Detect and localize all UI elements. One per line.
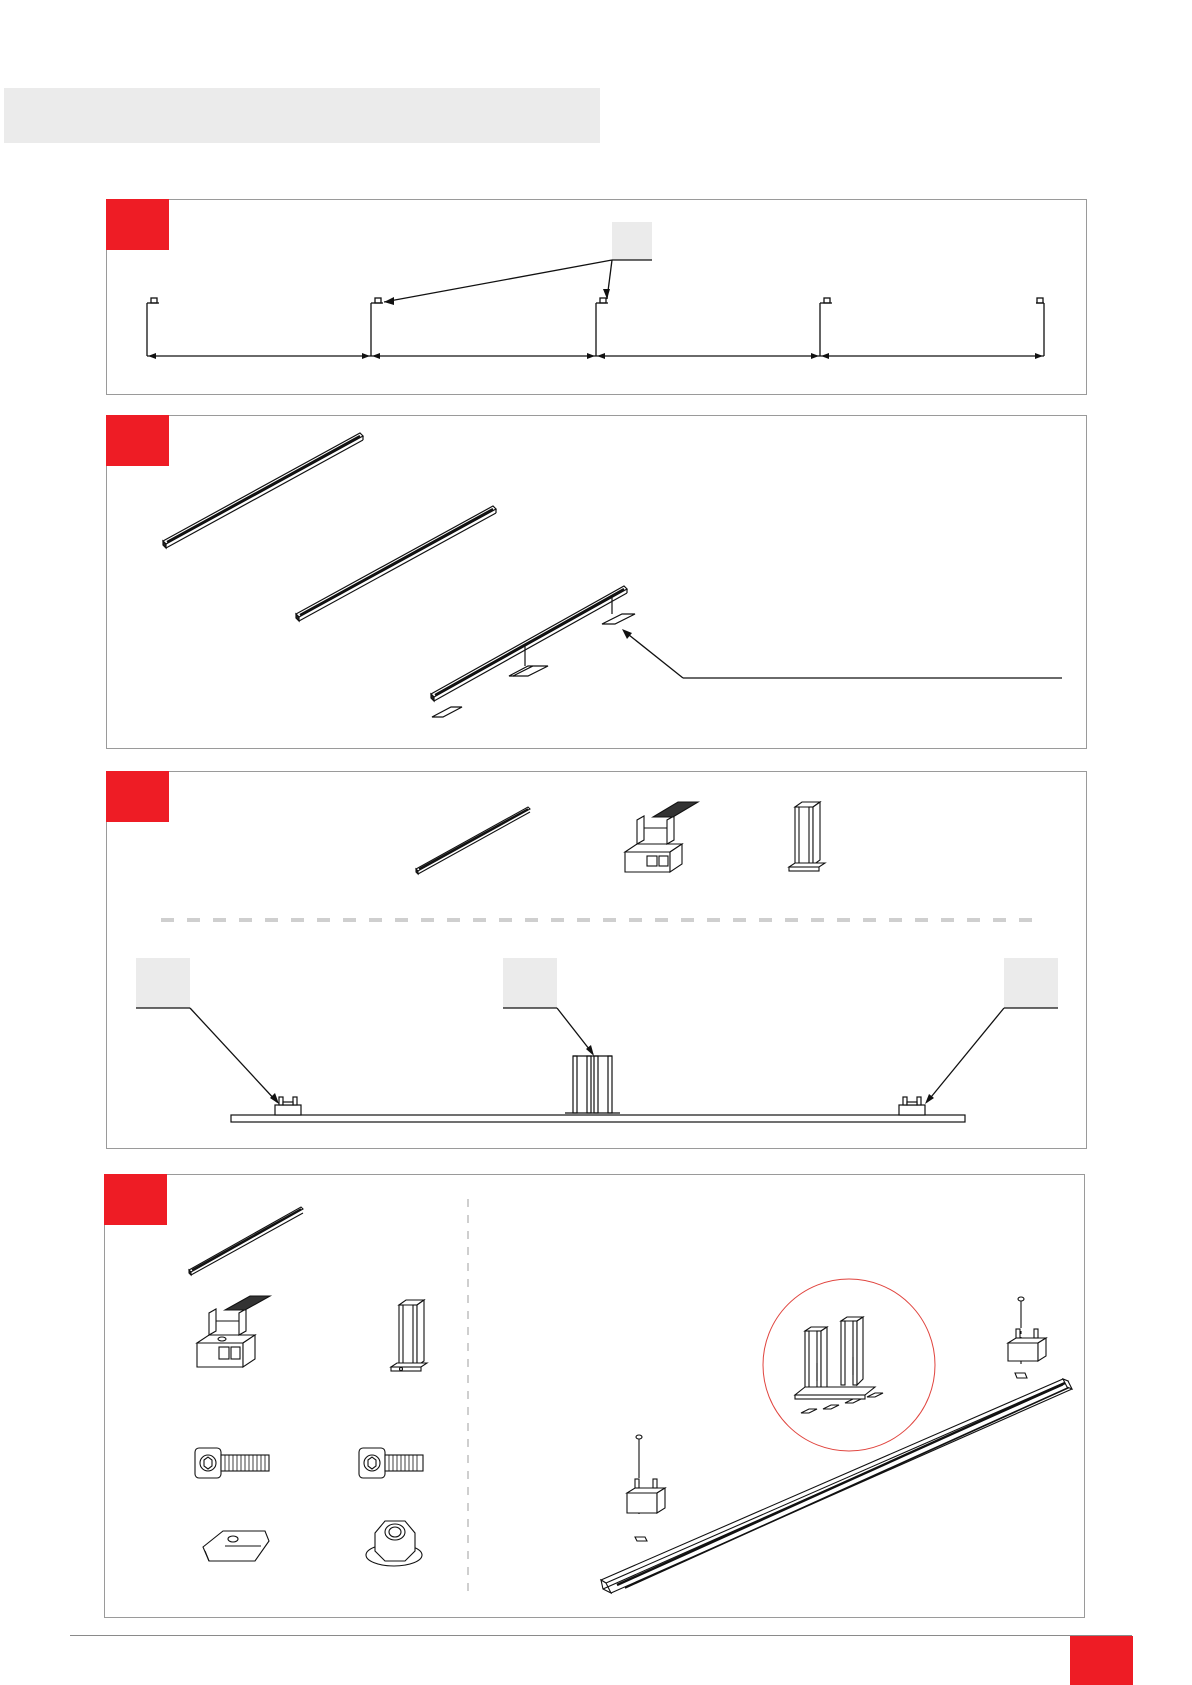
hardware-end-bracket: [391, 1300, 427, 1371]
rail-post-2: [371, 298, 383, 356]
rubber-pad-1: [432, 707, 462, 717]
page-number-tab: [1070, 1636, 1133, 1685]
leader-c: [927, 1008, 1004, 1102]
rail-part-icon: [416, 807, 530, 874]
center-bracket-pair: [565, 1056, 620, 1113]
left-mid-clamp: [275, 1097, 301, 1115]
rail-post-1: [147, 298, 159, 356]
rail-post-5: [1036, 298, 1044, 356]
clamp-positions-diagram: [107, 772, 1088, 1150]
flange-nut: [366, 1521, 422, 1566]
rail-1: [163, 433, 363, 548]
hardware-rail: [189, 1207, 303, 1275]
hex-socket-bolt-long: [195, 1448, 269, 1478]
rail-post-4: [820, 298, 832, 356]
detail-circle: [763, 1279, 935, 1451]
callout-leader-1a: [384, 260, 612, 302]
leader-b: [557, 1008, 593, 1054]
rubber-pad-3: [602, 614, 635, 624]
rail-2: [296, 506, 496, 621]
end-bracket-part-icon: [789, 802, 825, 871]
base-rail-side-view: [231, 1115, 965, 1122]
mid-clamp-part-icon: [625, 802, 698, 872]
rail-3-with-pads: [431, 586, 627, 701]
step-2-callout-leader: [624, 631, 1062, 678]
rail-post-3: [596, 298, 608, 356]
right-mid-clamp: [899, 1097, 925, 1115]
assembly-left-clamp-stack: [627, 1435, 665, 1541]
rail-spacing-diagram: [107, 200, 1088, 396]
t-slot-nut: [203, 1531, 269, 1561]
step-1-panel: [106, 199, 1087, 395]
step-3-panel: [106, 771, 1087, 1149]
step-2-panel: [106, 415, 1087, 749]
header-title-bar: [4, 88, 600, 143]
assembly-right-clamp-stack: [1008, 1297, 1046, 1378]
hardware-mid-clamp: [197, 1296, 270, 1367]
footer-rule: [70, 1635, 1132, 1636]
hex-socket-bolt-short: [359, 1448, 423, 1478]
leader-a: [190, 1008, 277, 1102]
rails-with-pads-diagram: [107, 416, 1088, 750]
assembly-long-rail: [601, 1379, 1072, 1593]
detail-bracket-assembly: [795, 1317, 883, 1413]
step-4-panel: [104, 1174, 1085, 1618]
hardware-and-assembly-diagram: [105, 1175, 1086, 1619]
